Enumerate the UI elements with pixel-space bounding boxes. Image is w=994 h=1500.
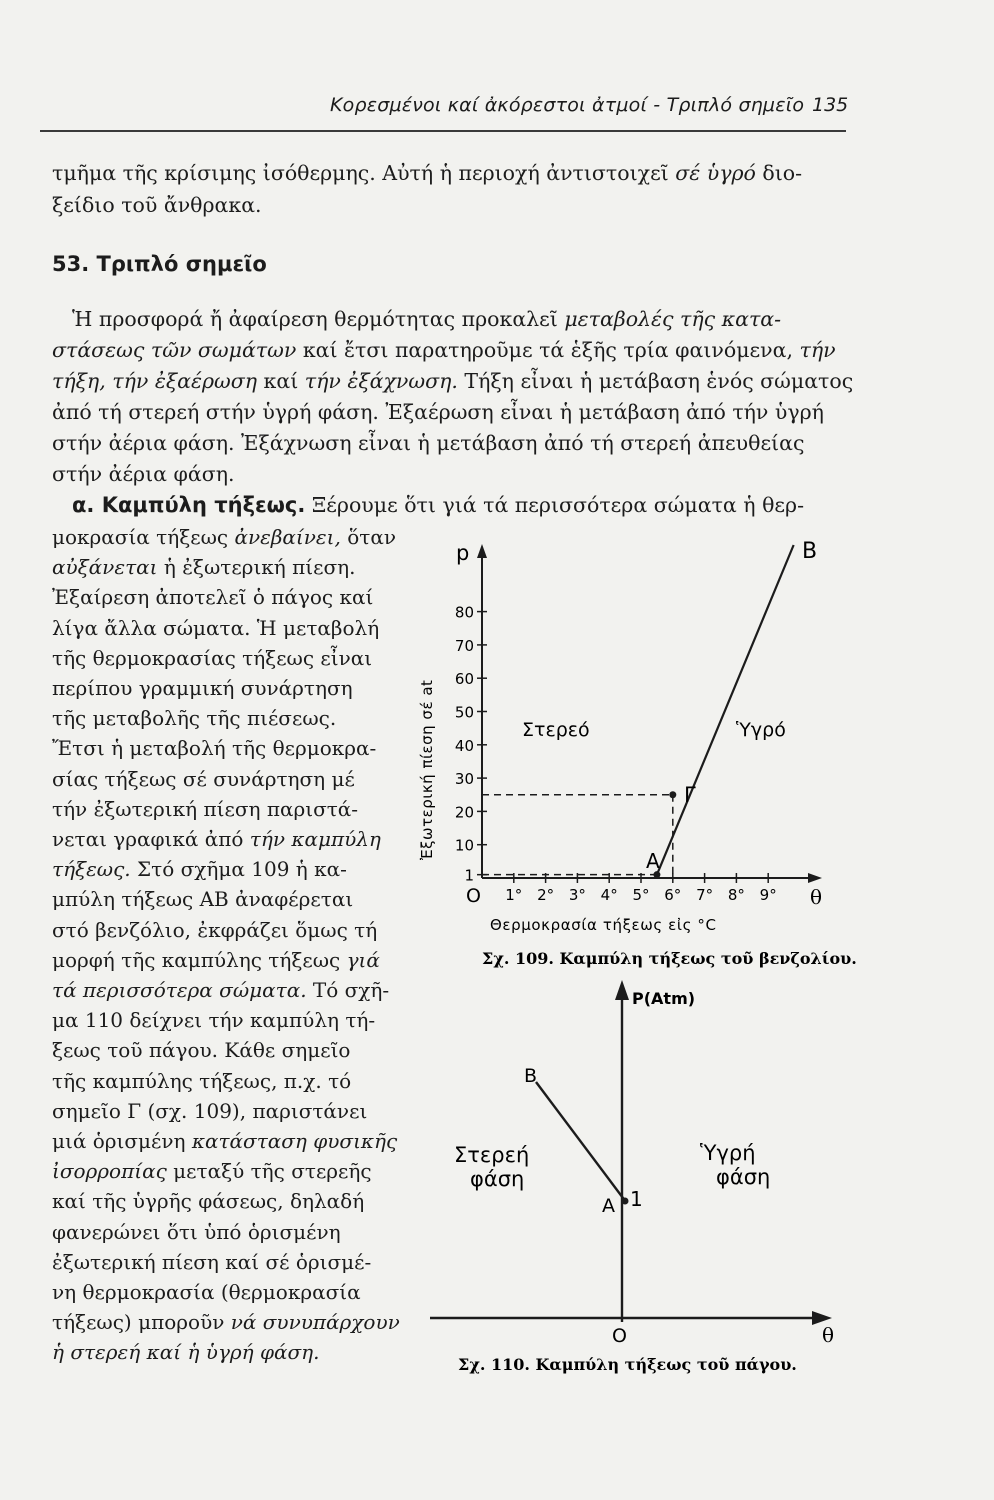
fig109-y-tick-label: 60: [454, 670, 474, 689]
fig109-x-tick-label: 2°: [537, 886, 555, 904]
fig109-p-label: p: [456, 541, 470, 565]
fig109-x-tick-label: 7°: [696, 886, 714, 904]
column-text: μεταξύ τῆς στερεῆς: [166, 1159, 372, 1184]
fig110-liquid-bottom: φάση: [716, 1165, 771, 1189]
column-italic: ἀνεβαίνει,: [234, 525, 341, 549]
column-text: τήν ἐξωτερική πίεση παριστά-: [52, 796, 359, 821]
fig110-liquid-top: Ὑγρή: [700, 1141, 756, 1165]
section-line-4: ἀπό τή στερεή στήν ὑγρή φάση. Ἐξαέρωση εἶναι ἡ μετάβαση ἀπό τήν ὑγρή: [52, 400, 824, 424]
intro-italic: σέ ὑγρό: [675, 161, 756, 185]
fig109-x-tick-label: 6°: [664, 886, 682, 904]
subsection-title: α. Καμπύλη τήξεως.: [72, 493, 306, 517]
fig109-x-tick-label: 9°: [759, 886, 777, 904]
column-text: καί τῆς ὑγρῆς φάσεως, δηλαδή: [52, 1189, 365, 1214]
fig109-origin-label: O: [466, 885, 481, 907]
fig110-melting-curve: [536, 1082, 626, 1202]
column-text: τήξεως) μποροῦν: [52, 1310, 231, 1335]
section-line-5: στήν ἀέρια φάση. Ἐξάχνωση εἶναι ἡ μετάβαση ἀπό τή στερεή ἀπευθείας: [52, 431, 805, 455]
fig109-g-label: Γ: [684, 783, 696, 807]
fig110-solid-top: Στερεή: [454, 1143, 530, 1167]
column-italic: ἰσορροπίας: [52, 1159, 167, 1184]
fig109-x-ticks: [505, 873, 776, 904]
column-text: ἐξωτερική πίεση καί σέ ὁρισμέ-: [52, 1249, 372, 1274]
fig109-y-tick-label: 40: [454, 736, 474, 755]
fig110-origin-label: O: [612, 1325, 627, 1347]
column-text: μπύλη τήξεως ΑΒ ἀναφέρεται: [52, 887, 354, 912]
fig109-solid-label: Στερεό: [522, 719, 590, 741]
fig110-point-a: [622, 1198, 629, 1205]
column-text: περίπου γραμμική συνάρτηση: [52, 676, 353, 701]
fig109-liquid-label: Ὑγρό: [736, 719, 786, 741]
column-text: ξεως τοῦ πάγου. Κάθε σημεῖο: [52, 1038, 351, 1063]
fig109-x-arrow: [808, 873, 822, 883]
fig109-x-tick-label: 5°: [632, 886, 650, 904]
column-text: νεται γραφικά ἀπό: [52, 827, 250, 852]
fig110-solid-bottom: φάση: [470, 1167, 525, 1191]
intro-text: τμῆμα τῆς κρίσιμης ἰσόθερμης. Αὐτή ἡ περιοχή ἀντιστοιχεῖ: [52, 161, 676, 185]
column-text: σίας τήξεως σέ συνάρτηση μέ: [52, 766, 355, 791]
column-text: Στό σχῆμα 109 ἡ κα-: [130, 857, 347, 882]
column-italic: ἡ στερεή καί ἡ ὑγρή φάση.: [52, 1340, 320, 1365]
line-text: καί: [257, 369, 305, 393]
column-text: ἡ ἐξωτερική πίεση.: [157, 555, 356, 580]
line-italic: τήξη, τήν ἐξαέρωση: [52, 369, 258, 393]
fig109-theta-label: θ: [810, 885, 823, 909]
column-text: Ἔτσι ἡ μεταβολή τῆς θερμοκρα-: [52, 736, 377, 761]
column-italic: αὐξάνεται: [52, 555, 158, 580]
fig109-x-tick-label: 1°: [505, 886, 523, 904]
figure-109: [418, 539, 857, 968]
fig110-one-label: 1: [630, 1187, 643, 1211]
fig109-y-tick-label: 80: [454, 603, 474, 622]
fig110-b-label: B: [524, 1065, 538, 1087]
fig110-caption: Σχ. 110. Καμπύλη τήξεως τοῦ πάγου.: [458, 1355, 797, 1374]
column-italic: νά συνυπάρχουν: [230, 1310, 400, 1335]
section-line-6: στήν ἀέρια φάση.: [52, 462, 235, 486]
fig109-y-title: Ἐξωτερική πίεση σέ at: [418, 679, 436, 860]
page-number: 135: [812, 94, 849, 116]
column-text: μοκρασία τήξεως: [52, 525, 235, 549]
column-italic: τά περισσότερα σώματα.: [52, 978, 307, 1003]
column-text: Ἐξαίρεση ἀποτελεῖ ὁ πάγος καί: [52, 585, 374, 610]
line-italic: μεταβολές τῆς κατα-: [564, 307, 782, 331]
fig109-y-arrow: [477, 544, 487, 558]
fig109-x-tick-label: 3°: [568, 886, 586, 904]
column-text: μιά ὁρισμένη: [52, 1129, 192, 1154]
fig110-y-arrow: [615, 980, 629, 1000]
fig109-y-tick-label: 50: [454, 703, 474, 722]
intro-line-2: ξείδιο τοῦ ἄνθρακα.: [52, 193, 262, 217]
line-text: καί ἔτσι παρατηροῦμε τά ἑξῆς τρία φαινόμενα,: [296, 338, 800, 362]
line-italic: στάσεως τῶν σωμάτων: [52, 338, 297, 362]
column-italic: γιά: [346, 947, 380, 972]
fig109-point-g: [669, 791, 676, 798]
fig110-y-label: P(Atm): [632, 989, 696, 1008]
intro-text-end: διο-: [755, 161, 803, 185]
fig109-y-tick-label: 30: [454, 770, 474, 789]
fig109-x-tick-label: 4°: [600, 886, 618, 904]
fig109-y-tick-label: 70: [454, 636, 474, 655]
fig110-theta-label: θ: [822, 1323, 835, 1347]
fig109-y-tick-label: 10: [454, 836, 474, 855]
column-text: τῆς θερμοκρασίας τήξεως εἶναι: [52, 645, 373, 670]
column-text: σημεῖο Γ (σχ. 109), παριστάνει: [52, 1098, 368, 1123]
section-title: 53. Τριπλό σημεῖο: [52, 252, 267, 276]
column-text: στό βενζόλιο, ἐκφράζει ὅμως τή: [52, 917, 378, 942]
fig109-y-tick-label: 20: [454, 803, 474, 822]
column-italic: κατάσταση φυσικῆς: [191, 1129, 398, 1154]
column-text: μορφή τῆς καμπύλης τήξεως: [52, 947, 347, 972]
column-text: νη θερμοκρασία (θερμοκρασία: [52, 1280, 361, 1305]
line-text: Ἡ προσφορά ἤ ἀφαίρεση θερμότητας προκαλεῖ: [72, 307, 565, 331]
fig109-x-title: Θερμοκρασία τήξεως εἰς °C: [490, 916, 717, 934]
fig109-b-label: B: [802, 539, 818, 564]
fig109-melting-curve: [657, 545, 794, 875]
line-italic-end: τήν: [799, 338, 836, 362]
column-text: ὅταν: [340, 525, 396, 549]
line-text-2: Τήξη εἶναι ἡ μετάβαση ἑνός σώματος: [457, 369, 854, 393]
fig109-x-tick-label: 8°: [727, 886, 745, 904]
column-text: μα 110 δείχνει τήν καμπύλη τή-: [52, 1008, 376, 1033]
fig110-a-label: A: [602, 1195, 615, 1217]
column-italic: τήν καμπύλη: [249, 827, 381, 852]
fig109-y-tick-label: 1: [464, 866, 474, 885]
figure-110: [430, 980, 834, 1374]
column-text: τῆς καμπύλης τήξεως, π.χ. τό: [52, 1068, 352, 1093]
column-text: τῆς μεταβολῆς τῆς πιέσεως.: [52, 706, 337, 731]
subsection-text: Ξέρουμε ὅτι γιά τά περισσότερα σώματα ἡ θερ-: [305, 493, 805, 517]
column-text: λίγα ἄλλα σώματα. Ἡ μεταβολή: [52, 615, 380, 640]
column-italic: τήξεως.: [52, 857, 131, 882]
column-text: Τό σχῆ-: [306, 978, 390, 1003]
line-italic-2: τήν ἐξάχνωση.: [304, 369, 458, 393]
running-title: Κορεσμένοι καί ἀκόρεστοι ἀτμοί - Τριπλό σημεῖο: [330, 94, 805, 116]
fig109-caption: Σχ. 109. Καμπύλη τήξεως τοῦ βενζολίου.: [482, 949, 857, 968]
fig109-a-label: A: [646, 849, 660, 873]
column-text: φανερώνει ὅτι ὑπό ὁρισμένη: [52, 1219, 341, 1244]
